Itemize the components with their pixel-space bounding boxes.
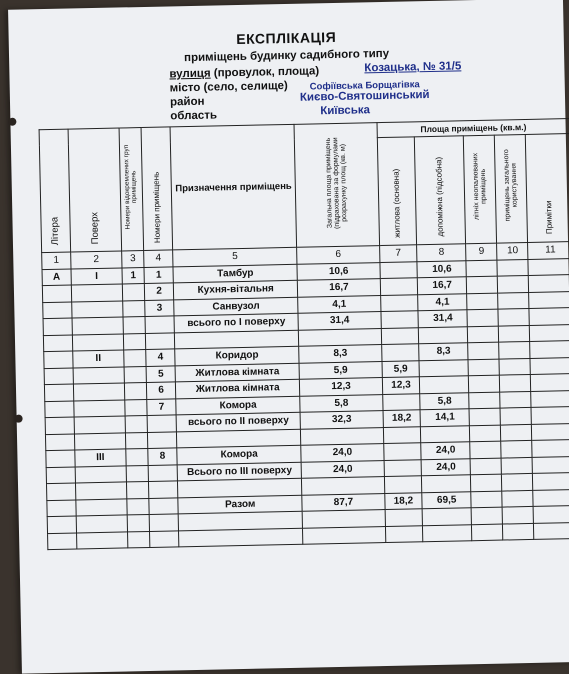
table-cell: 8 — [148, 448, 177, 465]
table-cell: ІІІ — [75, 449, 126, 467]
table-cell — [127, 514, 150, 531]
table-cell — [149, 514, 178, 531]
street-value: Козацька, № 31/5 — [364, 60, 462, 75]
table-cell: 8,3 — [299, 345, 382, 363]
table-cell — [381, 327, 419, 344]
table-cell — [382, 393, 420, 410]
street-suffix: (провулок, площа) — [210, 65, 320, 80]
table-cell — [530, 357, 569, 374]
table-cell — [468, 326, 499, 343]
table-cell: 5 — [146, 365, 175, 382]
table-cell — [75, 465, 126, 483]
table-cell — [501, 457, 532, 474]
table-cell — [531, 390, 569, 407]
table-cell: І — [71, 267, 122, 285]
table-cell — [73, 366, 124, 384]
table-cell: 5,9 — [299, 361, 382, 379]
table-cell — [380, 294, 418, 311]
table-cell — [44, 351, 73, 368]
table-cell — [76, 498, 127, 516]
table-cell — [43, 335, 72, 352]
table-cell — [381, 311, 419, 328]
col-header-floor: Поверх — [68, 128, 122, 252]
table-cell — [470, 458, 501, 475]
table-cell — [530, 324, 569, 341]
table-cell — [179, 528, 304, 547]
table-cell — [498, 308, 529, 325]
table-cell: 16,7 — [418, 277, 467, 295]
table-cell — [47, 500, 76, 517]
table-cell — [123, 333, 146, 350]
table-cell: 12,3 — [300, 378, 383, 396]
col-number: 6 — [297, 246, 380, 264]
table-cell — [124, 382, 147, 399]
table-cell — [385, 509, 423, 526]
table-cell — [531, 407, 569, 424]
table-cell: 5,8 — [300, 394, 383, 412]
table-cell — [384, 459, 422, 476]
table-cell — [303, 510, 386, 528]
col-header-common-area: приміщень загального користування — [495, 134, 528, 243]
col-header-notes: Примітки — [526, 134, 569, 243]
table-cell — [72, 333, 123, 351]
table-cell — [150, 530, 179, 547]
table-cell — [420, 376, 469, 394]
table-cell — [422, 475, 471, 493]
table-cell — [533, 505, 569, 522]
table-cell: 7 — [147, 398, 176, 415]
table-cell — [471, 491, 502, 508]
table-cell — [72, 300, 123, 318]
col-number: 9 — [466, 243, 497, 260]
table-cell: 4,1 — [298, 295, 381, 313]
table-body — [42, 258, 569, 550]
table-cell — [46, 467, 75, 484]
table-cell — [529, 291, 569, 308]
city-label: місто (село, селище) — [169, 79, 288, 95]
table-cell — [469, 375, 500, 392]
table-cell — [500, 407, 531, 424]
table-cell — [471, 507, 502, 524]
table-cell — [383, 426, 421, 443]
table-cell — [471, 474, 502, 491]
table-cell: Комора — [176, 396, 301, 415]
street-label: вулиця — [169, 67, 211, 81]
table-cell — [419, 326, 468, 344]
table-cell — [148, 431, 177, 448]
table-cell — [46, 483, 75, 500]
table-cell — [127, 531, 150, 548]
table-cell: 10,6 — [417, 260, 466, 278]
city-value: Софіївська Борщагівка — [309, 79, 420, 93]
table-cell — [44, 384, 73, 401]
table-cell: 1 — [144, 266, 173, 283]
table-cell — [499, 325, 530, 342]
table-cell — [125, 415, 148, 432]
table-cell: Всього по ІІІ поверху — [177, 462, 302, 481]
table-cell: 24,0 — [301, 444, 384, 462]
table-cell: ІІ — [73, 350, 124, 368]
table-cell — [502, 490, 533, 507]
table-cell: 5,8 — [420, 392, 469, 410]
col-header-area-group: Площа приміщень (кв.м.) — [377, 119, 569, 138]
table-cell — [45, 417, 74, 434]
table-cell: 24,0 — [302, 460, 385, 478]
table-cell — [74, 416, 125, 434]
table-cell — [423, 524, 472, 542]
table-cell — [74, 399, 125, 417]
region-value: Київська — [320, 104, 371, 118]
table-cell: 10,6 — [297, 262, 380, 280]
col-header-group-numbers: Номери відокремлених груп приміщень — [119, 128, 144, 251]
table-cell — [45, 401, 74, 418]
table-cell — [469, 392, 500, 409]
table-cell: 32,3 — [300, 411, 383, 429]
table-cell — [72, 317, 123, 335]
table-cell: Кухня-вітальня — [173, 280, 298, 299]
table-cell — [45, 434, 74, 451]
table-cell — [75, 482, 126, 500]
table-cell — [529, 275, 569, 292]
table-cell — [42, 285, 71, 302]
table-cell: Тамбур — [173, 264, 298, 283]
table-cell — [149, 481, 178, 498]
col-header-purpose: Призначення приміщень — [170, 124, 297, 250]
table-cell — [421, 425, 470, 443]
table-cell — [500, 374, 531, 391]
table-cell: 31,4 — [298, 312, 381, 330]
table-cell — [499, 341, 530, 358]
table-cell: 1 — [122, 267, 145, 284]
street-row — [169, 65, 319, 80]
table-cell — [502, 506, 533, 523]
table-cell — [468, 359, 499, 376]
table-cell — [380, 278, 418, 295]
col-number: 1 — [42, 252, 71, 269]
table-cell — [502, 473, 533, 490]
table-cell: Коридор — [175, 346, 300, 365]
table-cell — [501, 424, 532, 441]
table-cell — [48, 532, 77, 549]
table-cell — [531, 374, 569, 391]
table-cell — [127, 498, 150, 515]
table-cell: Санвузол — [174, 297, 299, 316]
table-cell — [419, 359, 468, 377]
region-label: область — [170, 109, 218, 123]
table-cell — [466, 260, 497, 277]
table-cell — [472, 524, 503, 541]
table-cell: 16,7 — [298, 279, 381, 297]
table-cell — [148, 464, 177, 481]
district-value: Києво-Святошинський — [299, 89, 430, 104]
table-cell — [124, 350, 147, 367]
col-header-total-area: Загальна площа приміщень (підрахована за формулами розрахунку площ (кв. м) — [294, 123, 379, 248]
table-cell — [503, 523, 534, 540]
table-cell — [303, 526, 386, 544]
table-cell — [74, 432, 125, 450]
table-cell: 8,3 — [419, 343, 468, 361]
table-cell — [468, 342, 499, 359]
table-cell — [126, 465, 149, 482]
table-cell — [501, 440, 532, 457]
col-header-litera: Літера — [39, 129, 70, 253]
table-cell — [497, 259, 528, 276]
table-cell — [532, 423, 569, 440]
table-cell — [469, 408, 500, 425]
table-cell — [530, 341, 569, 358]
col-header-room-numbers: Номери приміщень — [141, 127, 172, 251]
table-cell — [381, 344, 419, 361]
table-cell: Житлова кімната — [175, 379, 300, 398]
table-cell — [380, 261, 418, 278]
table-cell — [123, 300, 146, 317]
table-cell — [301, 427, 384, 445]
table-cell — [47, 516, 76, 533]
table-cell — [529, 308, 569, 325]
table-cell: 4 — [146, 349, 175, 366]
table-cell — [124, 366, 147, 383]
table-cell: всього по І поверху — [174, 313, 299, 332]
table-cell — [499, 358, 530, 375]
table-cell: всього по ІІ поверху — [176, 412, 301, 431]
col-number: 7 — [379, 245, 417, 262]
table-cell — [466, 276, 497, 293]
col-header-summer-area: літніх неопалюваних приміщень — [464, 135, 497, 244]
document-subtitle: приміщень будинку садибного типу — [183, 47, 390, 65]
punch-hole — [8, 118, 16, 126]
table-cell — [500, 391, 531, 408]
table-cell — [125, 399, 148, 416]
col-number: 10 — [497, 242, 528, 259]
table-cell — [385, 525, 423, 542]
table-cell — [149, 497, 178, 514]
col-number: 3 — [122, 251, 145, 268]
document-title: ЕКСПЛІКАЦІЯ — [236, 28, 337, 48]
table-cell — [467, 309, 498, 326]
table-cell — [126, 481, 149, 498]
table-cell — [43, 318, 72, 335]
table-cell: 3 — [145, 299, 174, 316]
table-cell: 69,5 — [422, 491, 471, 509]
table-cell — [533, 472, 569, 489]
table-cell — [44, 368, 73, 385]
table-cell — [147, 415, 176, 432]
document-sheet — [8, 0, 569, 674]
table-cell: 24,0 — [421, 458, 470, 476]
table-cell: 18,2 — [384, 492, 422, 509]
col-header-auxiliary-area: допоміжна (підсобна) — [415, 136, 466, 245]
table-cell — [76, 515, 127, 533]
table-cell: 18,2 — [383, 410, 421, 427]
table-cell — [422, 508, 471, 526]
table-cell — [532, 439, 569, 456]
col-number: 5 — [173, 247, 298, 266]
table-cell — [470, 425, 501, 442]
table-cell: 2 — [144, 283, 173, 300]
table-cell — [126, 448, 149, 465]
table-cell: А — [42, 269, 71, 286]
table-cell — [383, 443, 421, 460]
table-cell — [467, 293, 498, 310]
table-cell — [46, 450, 75, 467]
table-cell — [470, 441, 501, 458]
table-cell — [533, 489, 569, 506]
table-cell — [73, 383, 124, 401]
table-cell: 87,7 — [302, 493, 385, 511]
col-number: 2 — [71, 251, 122, 269]
table-cell — [498, 292, 529, 309]
table-cell — [71, 284, 122, 302]
explication-table — [39, 118, 569, 550]
col-number: 4 — [144, 250, 173, 267]
table-cell: 4,1 — [418, 293, 467, 311]
table-cell: 31,4 — [418, 310, 467, 328]
table-cell — [299, 328, 382, 346]
table-cell — [498, 275, 529, 292]
table-cell — [76, 531, 127, 549]
table-cell — [528, 258, 569, 275]
table-cell — [122, 284, 145, 301]
punch-hole — [15, 415, 23, 423]
table-cell: Комора — [177, 445, 302, 464]
table-cell — [532, 456, 569, 473]
table-cell: 6 — [147, 382, 176, 399]
table-cell: 14,1 — [420, 409, 469, 427]
table-cell — [302, 477, 385, 495]
table-cell — [125, 432, 148, 449]
col-number: 8 — [417, 244, 466, 262]
table-cell — [123, 317, 146, 334]
district-label: район — [169, 95, 205, 109]
table-cell: 12,3 — [382, 377, 420, 394]
table-cell — [534, 522, 569, 539]
table-cell — [145, 316, 174, 333]
col-number: 11 — [528, 242, 569, 259]
table-cell: Разом — [178, 495, 303, 514]
table-cell — [146, 332, 175, 349]
table-cell: 24,0 — [421, 442, 470, 460]
table-cell — [43, 302, 72, 319]
table-cell: Житлова кімната — [175, 363, 300, 382]
col-header-living-area: житлова (основна) — [377, 137, 417, 246]
table-cell: 5,9 — [382, 360, 420, 377]
table-cell — [384, 476, 422, 493]
